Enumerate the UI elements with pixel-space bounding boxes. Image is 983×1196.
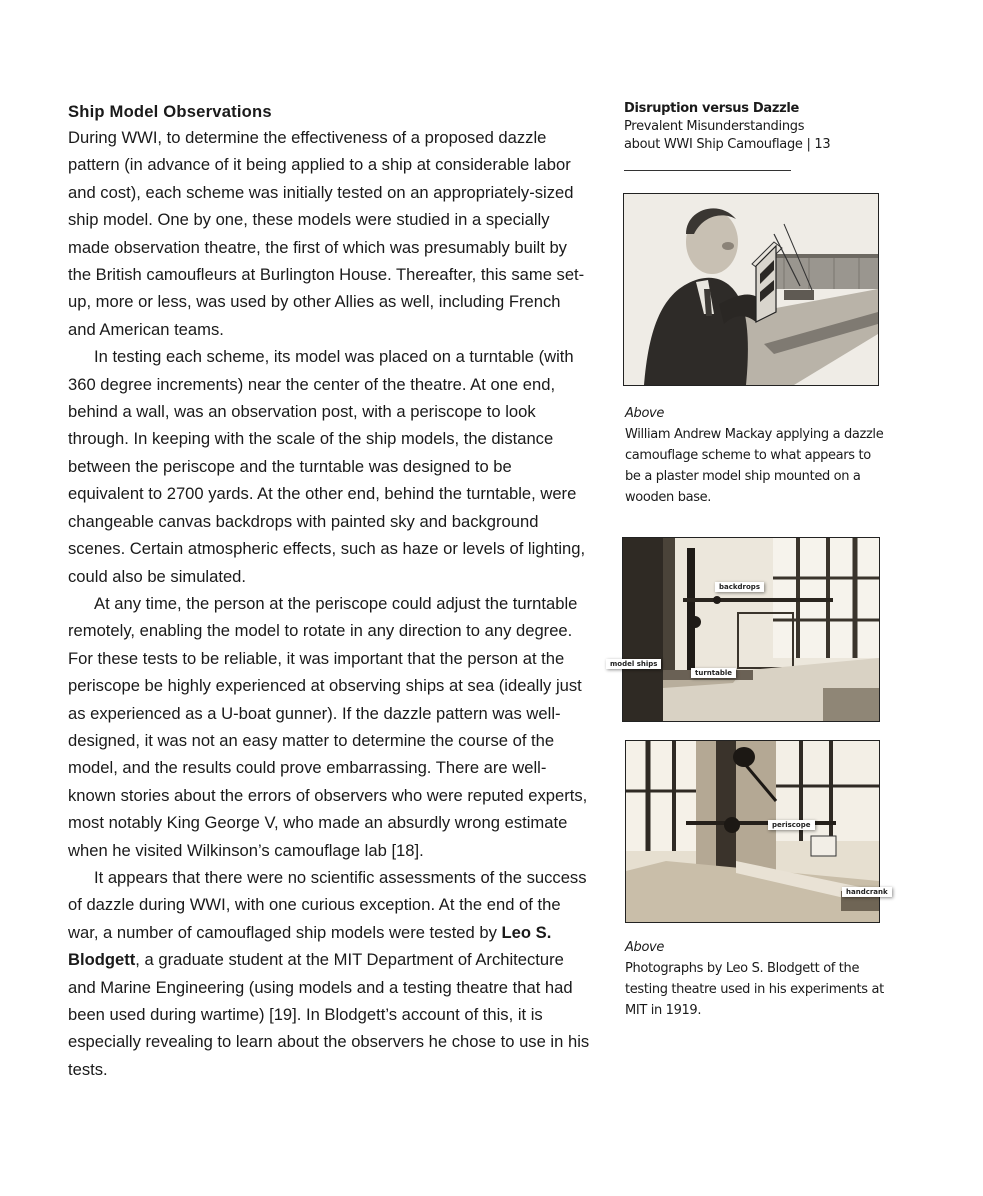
running-head bbox=[624, 100, 894, 154]
paragraph-4-text-a: It appears that there were no scientific assessments of the success of dazzle during WWI, with one curious exception. At the end of the war, a number of camouflaged ship models were tested by bbox=[68, 867, 587, 942]
section-heading: Ship Model Observations bbox=[68, 102, 272, 121]
paragraph-4 bbox=[68, 864, 590, 1083]
running-head-subtitle-1: Prevalent Misunderstandings bbox=[624, 119, 805, 134]
article-body bbox=[68, 100, 590, 1083]
theatre-photo-1 bbox=[622, 537, 880, 722]
caption-mackay-text: William Andrew Mackay applying a dazzle camouflage scheme to what appears to be a plaster model ship mounted on a wooden base. bbox=[625, 427, 884, 505]
caption-blodgett bbox=[625, 937, 887, 1021]
paragraph-4-text-b: , a graduate student at the MIT Department of Architecture and Marine Engineering (using models and a testing theatre that had been used during wartime) [19]. In Blodgett’s account of this, it is especially revealing to learn about the observers he chose to use in his tests. bbox=[68, 950, 590, 1079]
running-head-title: Disruption versus Dazzle bbox=[624, 101, 800, 116]
paragraph-3: At any time, the person at the periscope could adjust the turntable remotely, enabling the model to rotate in any direction to any degree. For these tests to be reliable, it was important that the person at the periscope be highly experienced at observing ships at sea (ideally just as experienced as a U-boat gunner). If the dazzle pattern was well-designed, it was not an easy matter to determine the course of the model, and the results could prove embarrassing. There are well-known stories about the errors of observers who were reputed experts, most notably King George V, who made an absurdly wrong estimate when he visited Wilkinson’s camouflage lab [18]. bbox=[68, 593, 588, 860]
header-rule bbox=[624, 170, 791, 171]
paragraph-1: During WWI, to determine the effectiveness of a proposed dazzle pattern (in advance of it being applied to a ship at considerable labor and cost), each scheme was initially tested on an appropriately-sized ship model. One by one, these models were studied in a specially made observation theatre, the first of which was presumably built by the British camoufleurs at Burlington House. Thereafter, this same set-up, more or less, was used by other Allies as well, including French and American teams. bbox=[68, 128, 585, 339]
label-model-ships: model ships bbox=[606, 659, 661, 669]
label-periscope: periscope bbox=[768, 820, 815, 830]
caption-blodgett-lead: Above bbox=[625, 940, 665, 955]
caption-mackay bbox=[625, 403, 887, 508]
caption-blodgett-text: Photographs by Leo S. Blodgett of the testing theatre used in his experiments at MIT in 1919. bbox=[625, 961, 884, 1018]
paragraph-2: In testing each scheme, its model was placed on a turntable (with 360 degree increments) near the center of the theatre. At one end, behind a wall, was an observation post, with a periscope to look through. In keeping with the scale of the ship models, the distance between the periscope and the turntable was designed to be equivalent to 2700 yards. At the other end, behind the turntable, were changeable canvas backdrops with painted sky and background scenes. Certain atmospheric effects, such as haze or levels of lighting, could also be simulated. bbox=[68, 347, 586, 586]
label-turntable: turntable bbox=[691, 668, 736, 678]
label-backdrops: backdrops bbox=[715, 582, 764, 592]
caption-mackay-lead: Above bbox=[625, 406, 665, 421]
label-handcrank: handcrank bbox=[842, 887, 892, 897]
blodgett-name: Leo S. Blodgett bbox=[68, 922, 552, 970]
running-head-subtitle-2: about WWI Ship Camouflage | 13 bbox=[624, 137, 831, 152]
mackay-photo bbox=[623, 193, 879, 386]
